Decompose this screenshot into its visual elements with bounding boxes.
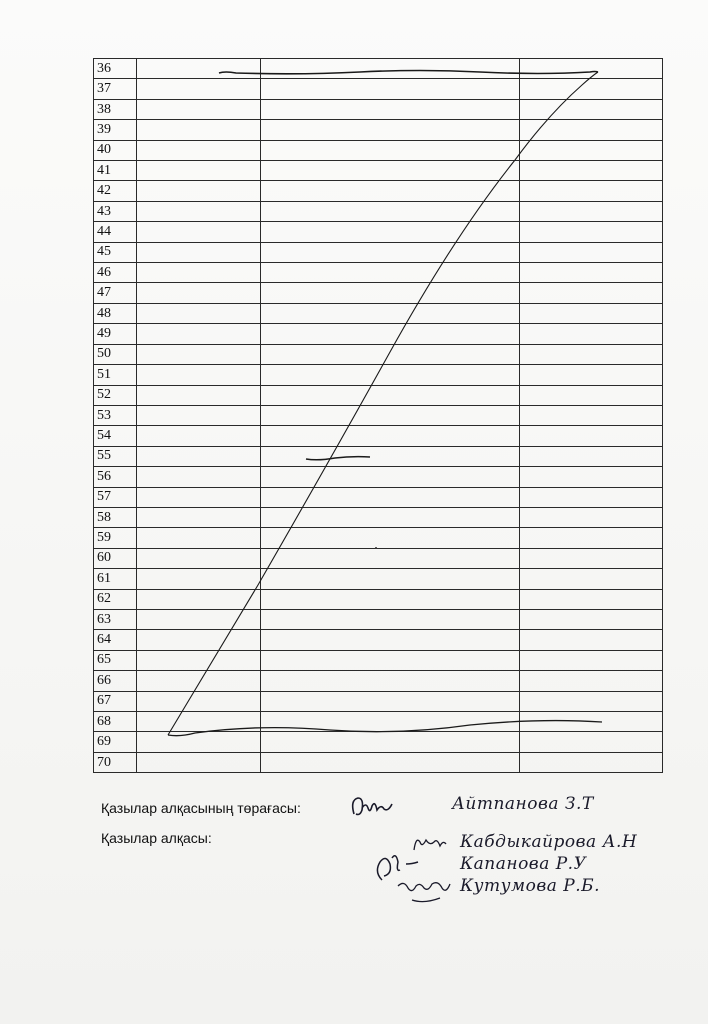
grid-cell-col3 — [520, 691, 663, 711]
grid-cell-col3 — [520, 569, 663, 589]
grid-cell-col3 — [520, 181, 663, 201]
row-number: 50 — [94, 344, 137, 364]
grid-cell-col1 — [137, 467, 261, 487]
grid-row — [94, 140, 663, 160]
row-number: 40 — [94, 140, 137, 160]
grid-cell-col3 — [520, 712, 663, 732]
row-number: 38 — [94, 99, 137, 119]
member3-signature: Кутумова Р.Б. — [460, 876, 601, 896]
grid-cell-col2 — [261, 161, 520, 181]
row-number: 60 — [94, 548, 137, 568]
grid-cell-col2 — [261, 467, 520, 487]
grid-cell-col1 — [137, 283, 261, 303]
grid-cell-col3 — [520, 201, 663, 221]
grid-cell-col2 — [261, 303, 520, 323]
grid-cell-col3 — [520, 528, 663, 548]
grid-row — [94, 507, 663, 527]
grid-row — [94, 99, 663, 119]
row-number: 65 — [94, 650, 137, 670]
grid-cell-col2 — [261, 283, 520, 303]
grid-cell-col2 — [261, 609, 520, 629]
grid-row — [94, 671, 663, 691]
grid-row — [94, 467, 663, 487]
grid-cell-col3 — [520, 161, 663, 181]
grid-cell-col2 — [261, 569, 520, 589]
grid-cell-col1 — [137, 548, 261, 568]
grid-row — [94, 303, 663, 323]
row-number: 47 — [94, 283, 137, 303]
grid-cell-col1 — [137, 589, 261, 609]
grid-cell-col1 — [137, 303, 261, 323]
grid-cell-col2 — [261, 324, 520, 344]
grid-cell-col3 — [520, 732, 663, 752]
row-number: 67 — [94, 691, 137, 711]
row-number: 39 — [94, 120, 137, 140]
grid-row — [94, 79, 663, 99]
grid-cell-col2 — [261, 120, 520, 140]
grid-body — [94, 59, 663, 773]
grid-cell-col3 — [520, 630, 663, 650]
grid-cell-col2 — [261, 365, 520, 385]
grid-cell-col2 — [261, 242, 520, 262]
grid-cell-col2 — [261, 99, 520, 119]
grid-row — [94, 365, 663, 385]
grid-row — [94, 405, 663, 425]
grid-cell-col3 — [520, 365, 663, 385]
grid-cell-col2 — [261, 426, 520, 446]
grid-cell-col2 — [261, 712, 520, 732]
row-number: 70 — [94, 752, 137, 772]
grid-cell-col3 — [520, 99, 663, 119]
grid-cell-col3 — [520, 344, 663, 364]
grid-row — [94, 222, 663, 242]
grid-row — [94, 630, 663, 650]
grid-cell-col3 — [520, 140, 663, 160]
grid-cell-col1 — [137, 487, 261, 507]
row-number: 43 — [94, 201, 137, 221]
grid-cell-col1 — [137, 650, 261, 670]
grid-cell-col3 — [520, 120, 663, 140]
grid-row — [94, 528, 663, 548]
grid-cell-col1 — [137, 569, 261, 589]
grid-cell-col1 — [137, 712, 261, 732]
grid-row — [94, 650, 663, 670]
grid-row — [94, 446, 663, 466]
grid-cell-col1 — [137, 120, 261, 140]
grid-cell-col2 — [261, 630, 520, 650]
grid-cell-col1 — [137, 263, 261, 283]
member1-signature: Кабдыкайрова А.Н — [460, 832, 638, 852]
grid-cell-col1 — [137, 671, 261, 691]
row-number: 37 — [94, 79, 137, 99]
grid-row — [94, 589, 663, 609]
grid-cell-col1 — [137, 405, 261, 425]
grid-row — [94, 732, 663, 752]
grid-cell-col2 — [261, 528, 520, 548]
grid-cell-col1 — [137, 99, 261, 119]
grid-cell-col1 — [137, 161, 261, 181]
grid-cell-col3 — [520, 671, 663, 691]
row-number: 51 — [94, 365, 137, 385]
row-number: 36 — [94, 59, 137, 79]
grid-cell-col3 — [520, 385, 663, 405]
grid-cell-col3 — [520, 283, 663, 303]
grid-cell-col3 — [520, 324, 663, 344]
row-number: 61 — [94, 569, 137, 589]
row-number: 55 — [94, 446, 137, 466]
grid-cell-col2 — [261, 263, 520, 283]
grid-row — [94, 712, 663, 732]
row-number: 45 — [94, 242, 137, 262]
grid-cell-col1 — [137, 609, 261, 629]
grid-cell-col2 — [261, 548, 520, 568]
grid-row — [94, 181, 663, 201]
grid-cell-col3 — [520, 222, 663, 242]
grid-cell-col3 — [520, 405, 663, 425]
grid-cell-col3 — [520, 507, 663, 527]
grid-cell-col3 — [520, 548, 663, 568]
grid-cell-col1 — [137, 385, 261, 405]
row-number: 57 — [94, 487, 137, 507]
grid-row — [94, 59, 663, 79]
row-number: 63 — [94, 609, 137, 629]
row-number: 69 — [94, 732, 137, 752]
grid-cell-col1 — [137, 79, 261, 99]
grid-row — [94, 691, 663, 711]
row-number: 52 — [94, 385, 137, 405]
row-number: 54 — [94, 426, 137, 446]
row-number: 48 — [94, 303, 137, 323]
grid-cell-col2 — [261, 385, 520, 405]
row-number: 68 — [94, 712, 137, 732]
grid-row — [94, 752, 663, 772]
grid-cell-col1 — [137, 242, 261, 262]
grid-row — [94, 324, 663, 344]
grid-cell-col1 — [137, 426, 261, 446]
grid-cell-col2 — [261, 405, 520, 425]
member3-signature-scribble — [394, 874, 456, 910]
grid-cell-col2 — [261, 446, 520, 466]
row-number: 62 — [94, 589, 137, 609]
grid-cell-col2 — [261, 79, 520, 99]
grid-cell-col2 — [261, 650, 520, 670]
grid-cell-col2 — [261, 507, 520, 527]
grid-row — [94, 263, 663, 283]
grid-row — [94, 426, 663, 446]
grid-cell-col1 — [137, 752, 261, 772]
grid-cell-col1 — [137, 507, 261, 527]
grid-cell-col1 — [137, 181, 261, 201]
grid-cell-col2 — [261, 691, 520, 711]
board-label: Қазылар алқасы: — [101, 830, 212, 846]
grid-cell-col2 — [261, 487, 520, 507]
grid-cell-col1 — [137, 344, 261, 364]
grid-cell-col2 — [261, 140, 520, 160]
grid-cell-col2 — [261, 222, 520, 242]
grid-cell-col2 — [261, 589, 520, 609]
grid-cell-col1 — [137, 528, 261, 548]
grid-cell-col3 — [520, 467, 663, 487]
grid-cell-col3 — [520, 59, 663, 79]
row-number: 44 — [94, 222, 137, 242]
row-number: 56 — [94, 467, 137, 487]
grid-cell-col2 — [261, 671, 520, 691]
chair-label: Қазылар алқасының төрағасы: — [101, 800, 301, 816]
grid-cell-col3 — [520, 446, 663, 466]
grid-row — [94, 120, 663, 140]
row-number: 59 — [94, 528, 137, 548]
grid-cell-col1 — [137, 140, 261, 160]
row-number: 42 — [94, 181, 137, 201]
grid-cell-col2 — [261, 201, 520, 221]
grid-cell-col3 — [520, 589, 663, 609]
grid-cell-col3 — [520, 609, 663, 629]
grid-cell-col1 — [137, 324, 261, 344]
grid-cell-col3 — [520, 426, 663, 446]
member2-signature: Капанова Р.У — [460, 854, 587, 874]
row-number: 66 — [94, 671, 137, 691]
grid-row — [94, 487, 663, 507]
grid-cell-col3 — [520, 303, 663, 323]
grid-row — [94, 242, 663, 262]
grid-cell-col3 — [520, 487, 663, 507]
grid-row — [94, 344, 663, 364]
chair-signature: Айтпанова З.Т — [452, 794, 594, 814]
grid-cell-col3 — [520, 263, 663, 283]
row-number: 41 — [94, 161, 137, 181]
chair-signature-scribble — [348, 792, 396, 822]
row-number: 64 — [94, 630, 137, 650]
grid-cell-col3 — [520, 752, 663, 772]
grid-cell-col1 — [137, 201, 261, 221]
grid-row — [94, 569, 663, 589]
grid-cell-col3 — [520, 242, 663, 262]
row-number: 49 — [94, 324, 137, 344]
grid-cell-col1 — [137, 732, 261, 752]
grid-cell-col1 — [137, 691, 261, 711]
answer-grid-table — [93, 58, 663, 773]
grid-cell-col1 — [137, 59, 261, 79]
grid-row — [94, 609, 663, 629]
row-number: 53 — [94, 405, 137, 425]
row-number: 46 — [94, 263, 137, 283]
grid-cell-col2 — [261, 181, 520, 201]
grid-row — [94, 385, 663, 405]
grid-cell-col1 — [137, 630, 261, 650]
grid-cell-col1 — [137, 446, 261, 466]
row-number: 58 — [94, 507, 137, 527]
grid-cell-col3 — [520, 79, 663, 99]
grid-cell-col2 — [261, 59, 520, 79]
grid-row — [94, 283, 663, 303]
grid-cell-col1 — [137, 365, 261, 385]
grid-row — [94, 548, 663, 568]
grid-row — [94, 201, 663, 221]
grid-cell-col2 — [261, 752, 520, 772]
grid-row — [94, 161, 663, 181]
grid-cell-col1 — [137, 222, 261, 242]
grid-cell-col3 — [520, 650, 663, 670]
grid-cell-col2 — [261, 344, 520, 364]
grid-cell-col2 — [261, 732, 520, 752]
